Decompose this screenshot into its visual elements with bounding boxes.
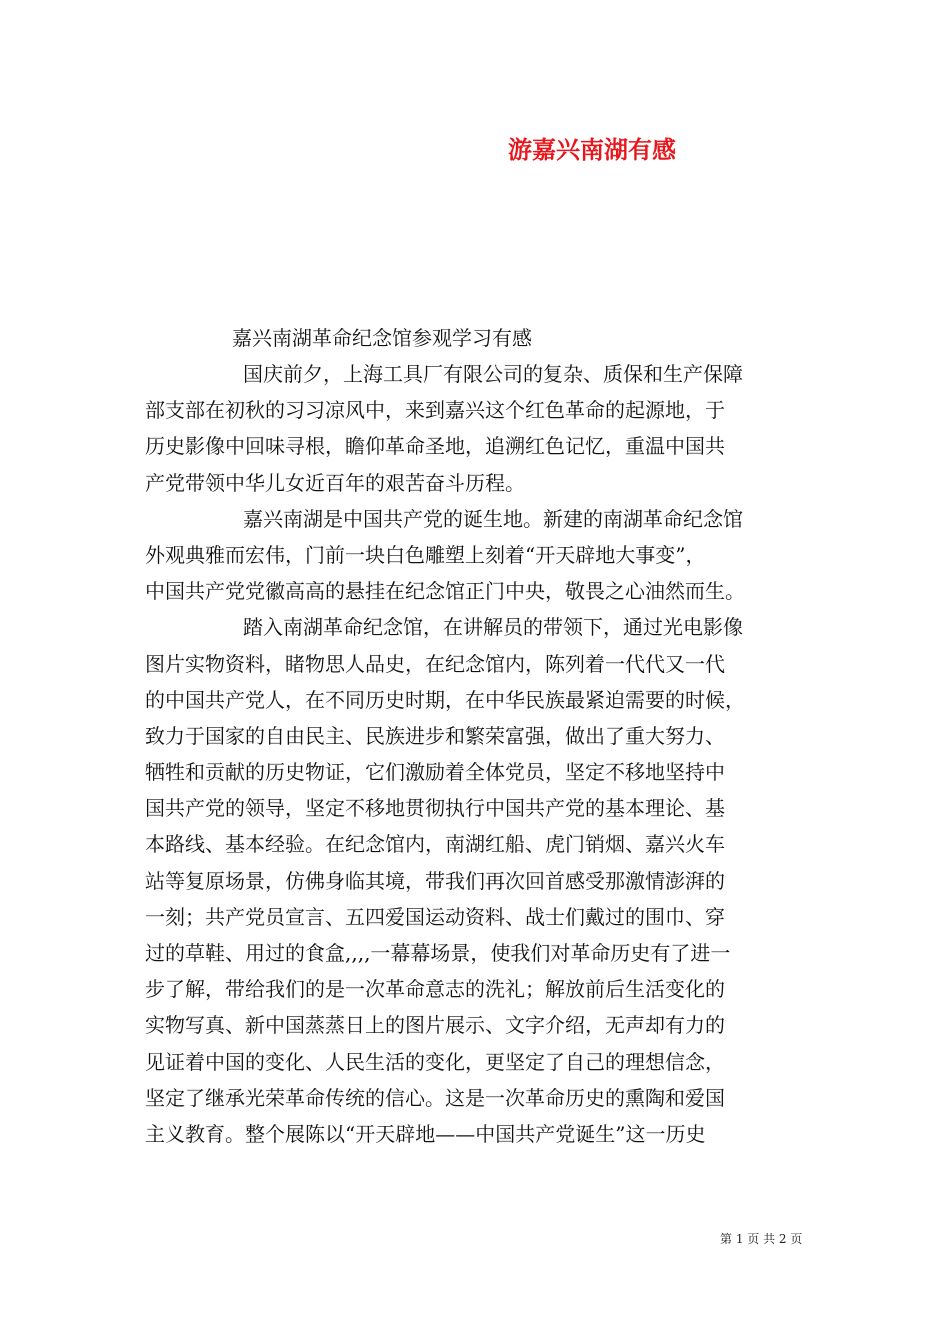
body-line: 步了解，带给我们的是一次革命意志的洗礼；解放前后生活变化的 — [145, 977, 725, 1002]
body-line: 图片实物资料，睹物思人品史，在纪念馆内，陈列着一代代又一代 — [145, 651, 725, 676]
body-line: 主义教育。整个展陈以“开天辟地——中国共产党诞生”这一历史 — [145, 1121, 706, 1146]
body-line: 致力于国家的自由民主、民族进步和繁荣富强，做出了重大努力、 — [145, 723, 725, 748]
page-number: 第 1 页 共 2 页 — [720, 1232, 803, 1246]
body-line: 的中国共产党人，在不同历史时期，在中华民族最紧迫需要的时候， — [145, 687, 745, 712]
body-line: 本路线、基本经验。在纪念馆内，南湖红船、虎门销烟、嘉兴火车 — [145, 832, 725, 857]
body-line: 历史影像中回味寻根，瞻仰革命圣地，追溯红色记忆，重温中国共 — [145, 434, 725, 459]
body-line: 国庆前夕，上海工具厂有限公司的复杂、质保和生产保障 — [243, 362, 743, 386]
document-subtitle: 嘉兴南湖革命纪念馆参观学习有感 — [232, 326, 532, 350]
body-line: 坚定了继承光荣革命传统的信心。这是一次革命历史的熏陶和爱国 — [145, 1085, 725, 1110]
body-line: 站等复原场景，仿佛身临其境，带我们再次回首感受那激情澎湃的 — [145, 868, 725, 893]
body-line: 嘉兴南湖是中国共产党的诞生地。新建的南湖革命纪念馆 — [243, 506, 743, 531]
body-line: 一刻；共产党员宣言、五四爱国运动资料、战士们戴过的围巾、穿 — [145, 904, 725, 929]
body-line: 外观典雅而宏伟，门前一块白色雕塑上刻着“开天辟地大事变”， — [145, 542, 706, 567]
body-line: 踏入南湖革命纪念馆，在讲解员的带领下，通过光电影像 — [243, 615, 743, 640]
body-line: 实物写真、新中国蒸蒸日上的图片展示、文字介绍，无声却有力的 — [145, 1013, 725, 1038]
document-body — [145, 356, 825, 1152]
body-line: 部支部在初秋的习习凉风中，来到嘉兴这个红色革命的起源地，于 — [145, 398, 725, 423]
body-line: 见证着中国的变化、人民生活的变化，更坚定了自己的理想信念， — [145, 1049, 725, 1074]
body-line: 产党带领中华儿女近百年的艰苦奋斗历程。 — [145, 470, 525, 495]
body-line: 过的草鞋、用过的食盒,,,,一幕幕场景，使我们对革命历史有了进一 — [145, 941, 731, 965]
body-line: 中国共产党党徽高高的悬挂在纪念馆正门中央，敬畏之心油然而生。 — [145, 579, 745, 604]
document-title: 游嘉兴南湖有感 — [508, 136, 676, 164]
body-line: 国共产党的领导，坚定不移地贯彻执行中国共产党的基本理论、基 — [145, 796, 725, 821]
body-line: 牺牲和贡献的历史物证，它们激励着全体党员，坚定不移地坚持中 — [145, 760, 725, 785]
